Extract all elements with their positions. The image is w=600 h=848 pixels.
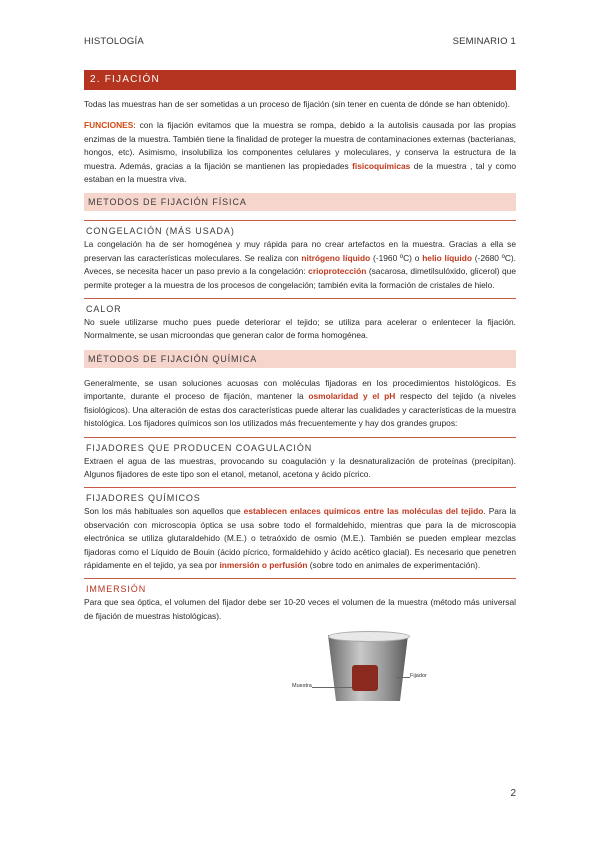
calor-paragraph: No suele utilizarse mucho pues puede deteriorar el tejido; se utiliza para acelerar o enlentecer la fijación. Normalmente, se usan microondas que generan calor de forma homogénea. xyxy=(84,317,516,341)
funciones-highlight: fisicoquímicas xyxy=(352,160,411,171)
fq-text-1: Son los más habituales son aquellos que xyxy=(84,506,244,517)
metodos-fisica-heading: METODOS DE FIJACIÓN FÍSICA xyxy=(84,193,516,211)
page-number: 2 xyxy=(510,788,516,799)
page-content xyxy=(84,70,516,707)
fijador-pointer-line xyxy=(396,677,410,678)
section-title: 2. FIJACIÓN xyxy=(84,70,516,90)
muestra-pointer-line xyxy=(312,687,352,688)
quimica-text-1: Generalmente, se usan soluciones acuosas con moléculas fijadoras en los procedimientos histológicos. Es importante, durante el proceso de fijación, mantener la xyxy=(84,377,516,402)
quimica-text-2: respecto del tejido (a niveles fisiológicos). Una alteración de estas dos características puede alterar las cualidades y características de la muestra histológica. Los fijadores químicos son los utilizados más frecuentemente y hay dos grandes grupos: xyxy=(84,391,516,429)
coagulacion-heading: FIJADORES QUE PRODUCEN COAGULACIÓN xyxy=(84,437,516,455)
congelacion-text-1: La congelación ha de ser homogénea y muy rápida para no crear artefactos en la muestra. Gracias a ella se preservan las características moleculares. Se realiza con xyxy=(84,239,516,263)
crioproteccion-highlight: crioprotección xyxy=(308,266,367,277)
nitrogeno-highlight: nitrógeno líquido xyxy=(301,252,371,263)
enlaces-highlight: establecen enlaces químicos entre las moléculas del tejido xyxy=(243,506,484,517)
congelacion-text-4: (sacarosa, dimetilsulóxido, glicerol) que permite proteger a la muestra de los procesos de congelación; también evita la formación de cristales de hielo. xyxy=(84,266,516,290)
helio-highlight: helio líquido xyxy=(422,252,472,263)
immersion-figure xyxy=(292,629,446,707)
congelacion-text-3: (-2680 ºC). Aveces, se necesita hacer un paso previo a la congelación: xyxy=(84,252,516,277)
header-subject: HISTOLOGÍA xyxy=(84,36,144,47)
fq-text-3: (sobre todo en animales de experimentación). xyxy=(307,559,481,570)
fijadores-quimicos-heading: FIJADORES QUÍMICOS xyxy=(84,487,516,505)
inmersion-heading: IMMERSIÓN xyxy=(84,578,516,596)
congelacion-heading: CONGELACIÓN (MÁS USADA) xyxy=(84,220,516,238)
funciones-paragraph xyxy=(84,119,516,186)
inmersion-paragraph: Para que sea óptica, el volumen del fijador debe ser 10-20 veces el volumen de la muestra (método más universal de fijación de muestras histológicas). xyxy=(84,597,516,621)
osmolaridad-highlight: osmolaridad y el pH xyxy=(308,391,396,402)
funciones-text-2: de la muestra , tal y como estaban en la muestra viva. xyxy=(84,160,516,185)
header-seminar: SEMINARIO 1 xyxy=(452,36,516,47)
congelacion-text-2: (-1960 ºC) o xyxy=(370,252,423,263)
tissue-sample xyxy=(352,665,378,691)
figure-label-muestra: Muestra xyxy=(292,683,312,690)
intro-paragraph: Todas las muestras han de ser sometidas a un proceso de fijación (sin tener en cuenta de dónde se han obtenido). xyxy=(84,99,510,109)
fq-text-2: . Para la observación con microscopia óptica se usa sobre todo el formaldehido, mientras que para la de microscopia electrónica se utiliza glutaraldehido (M.E.) o tetraóxido de osmio (M.E.). También se pueden emplear mezclas fijadoras como el Líquido de Bouin (ácido pícrico, formaldehido y ácido acético glacial). Es necesario que penetren rápidamente en el tejido, ya sea por xyxy=(84,506,516,570)
calor-heading: CALOR xyxy=(84,298,516,316)
fijadores-quimicos-paragraph xyxy=(84,505,516,572)
funciones-label: FUNCIONES xyxy=(84,120,134,131)
quimica-paragraph xyxy=(84,377,516,431)
metodos-quimica-heading: MÉTODOS DE FIJACIÓN QUÍMICA xyxy=(84,350,516,368)
congelacion-paragraph xyxy=(84,238,516,292)
figure-label-fijador: Fijador xyxy=(410,673,427,680)
funciones-text-1: : con la fijación evitamos que la muestra se rompa, debido a la autolisis causada por las propias enzimas de la muestra. También tiene la finalidad de proteger la muestra de contaminaciones externas (bacterianas, hongos, etc). Asimismo, insolubiliza los componentes celulares y moleculares, y conserva la estructura de la muestra. Además, gracias a la fijación se mantienen las propiedades xyxy=(84,120,516,171)
inmersion-perfusion-highlight: inmersión o perfusión xyxy=(219,559,308,570)
coagulacion-paragraph: Extraen el agua de las muestras, provocando su coagulación y la desnaturalización de proteínas (precipitan). Algunos fijadores de este tipo son el etanol, metanol, acetona y ácido pícrico. xyxy=(84,455,516,479)
